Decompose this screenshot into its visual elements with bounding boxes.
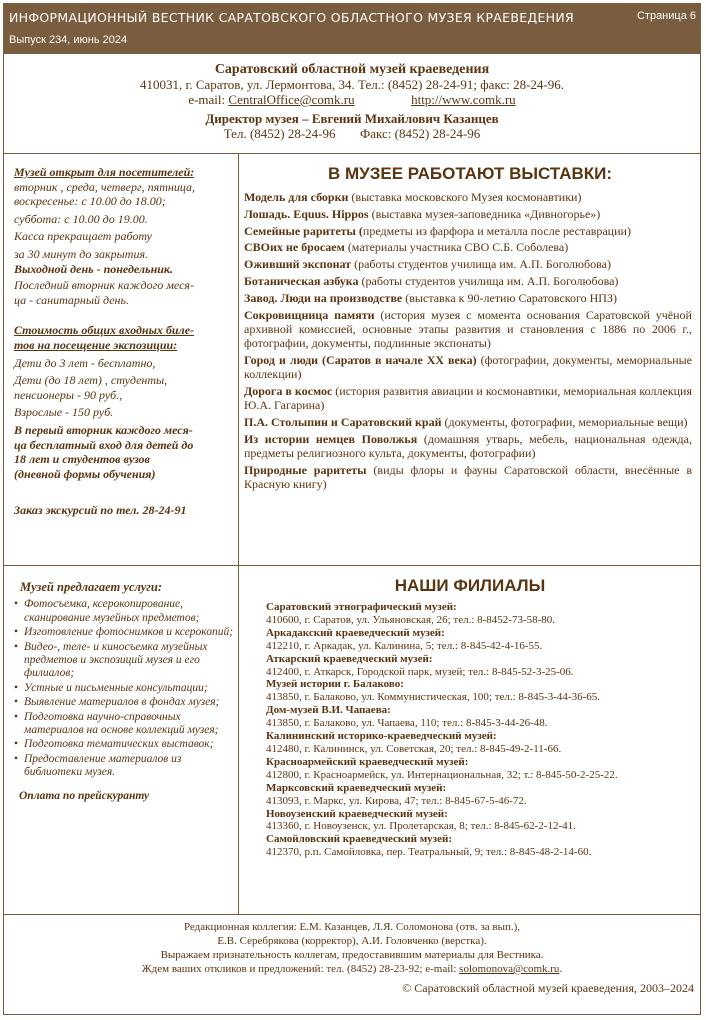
director-name: Директор музея – Евгений Михайлович Казанцев xyxy=(205,111,499,126)
exhibition-name: Природные раритеты xyxy=(244,463,367,478)
exhibition-description: (выставка к 90-летию Саратовского НПЗ) xyxy=(402,290,617,305)
tours-order: Заказ экскурсий по тел. 28-24-91 xyxy=(14,503,187,518)
hours-line: Касса прекращает работу xyxy=(14,229,153,244)
acknowledgement: Выражаем признательность коллегам, предоставившим материалы для Вестника. xyxy=(160,949,544,961)
hours-line: за 30 минут до закрытия. xyxy=(14,246,149,261)
exhibition-name: Семейные раритеты ( xyxy=(244,223,363,238)
exhibition-item xyxy=(244,190,692,204)
exhibition-item xyxy=(244,257,692,271)
feedback-suffix: . xyxy=(559,963,563,975)
day-off: Выходной день - понедельник. xyxy=(14,261,173,276)
exhibition-item xyxy=(244,432,692,461)
service-item: • Видео-, теле- и киносъемка музейных предметов и экспозиций музея и его филиалов; xyxy=(14,641,236,681)
exhibition-name: П.А. Столыпин и Саратовский край xyxy=(244,415,442,430)
services-block xyxy=(14,581,236,803)
copyright: © Саратовский областной музей краеведения, 2003–2024 xyxy=(402,981,694,995)
branch-address: 412400, г. Аткарск, Городской парк, музей; тел.: 8-845-52-3-25-06. xyxy=(266,665,574,678)
branch-address: 412480, г. Калининск, ул. Советская, 20; тел.: 8-845-49-2-11-66. xyxy=(266,742,562,755)
branch-name: Аркадакский краеведческий музей: xyxy=(266,626,445,639)
branches-list xyxy=(266,601,696,859)
page-footer xyxy=(4,920,700,976)
exhibition-name: Модель для сборки xyxy=(244,190,349,204)
hours-heading: Музей открыт для посетителей: xyxy=(14,165,195,179)
exhibition-description: (виды флоры и фауны Саратовской области, внесённые в Красную книгу) xyxy=(244,463,692,492)
hours-line: вторник , среда, четверг, пятница, xyxy=(14,179,195,194)
column-divider-upper xyxy=(238,153,239,565)
exhibition-item xyxy=(244,353,692,382)
exhibition-item xyxy=(244,415,692,429)
director-fax: Факс: (8452) 28-24-96 xyxy=(360,126,481,141)
exhibition-description: (работы студентов училища им. А.П. Боголюбова) xyxy=(351,257,611,272)
branch-name: Новоузенский краеведческий музей: xyxy=(266,807,448,820)
payment-note: Оплата по прейскуранту xyxy=(19,789,150,802)
email-link[interactable]: CentralOffice@comk.ru xyxy=(228,92,355,107)
feedback-text: Ждем ваших откликов и предложений: тел. (8452) 28-23-92; e-mail: xyxy=(141,963,460,975)
branch-address: 410600, г. Саратов, ул. Ульяновская, 26; тел.: 8-8452-73-58-80. xyxy=(266,613,556,626)
branch-address: 413850, г. Балаково, ул. Коммунистическая, 100; тел.: 8-845-3-44-36-65. xyxy=(266,691,600,704)
service-item: • Выявление материалов в фондах музея; xyxy=(14,696,236,709)
exhibition-description: (выставка московского Музея космонавтики) xyxy=(348,190,582,204)
services-title: Музей предлагает услуги: xyxy=(20,580,163,594)
branch-name: Калининский историко-краеведческий музей: xyxy=(266,730,497,743)
contact-links xyxy=(4,92,700,107)
exhibition-description: (история музея с момента основания Саратовской учёной архивной комиссией, основные этапы развития и становления с 1886 по 2006 г., фотографии, документы, подлинные экспонаты) xyxy=(244,307,692,351)
exhibition-name: Город и люди (Саратов в начале XX века) xyxy=(244,352,477,367)
exhibition-description: (выставка музея-заповедника «Дивногорье») xyxy=(368,206,601,221)
branch-address: 413360, г. Новоузенск, ул. Пролетарская, 8; тел.: 8-845-62-2-12-41. xyxy=(266,820,576,833)
exhibition-item xyxy=(244,240,692,254)
exhibition-name: Завод. Люди на производстве xyxy=(244,290,403,305)
email-label: e-mail: xyxy=(188,92,226,107)
service-item: • Подготовка научно-справочных материалов на основе коллекций музея; xyxy=(14,711,236,738)
service-item: • Подготовка тематических выставок; xyxy=(14,738,236,751)
bulletin-title: ИНФОРМАЦИОННЫЙ ВЕСТНИК САРАТОВСКОГО ОБЛАСТНОГО МУЗЕЯ КРАЕВЕДЕНИЯ xyxy=(9,10,575,25)
feedback-email-link[interactable]: solomonova@comk.ru xyxy=(459,963,560,975)
price-item: пенсионеры - 90 руб., xyxy=(14,387,123,402)
service-item: • Предоставление материалов из библиотеки музея. xyxy=(14,753,236,780)
page-number: Страница 6 xyxy=(636,10,696,22)
branches-title: НАШИ ФИЛИАЛЫ xyxy=(394,576,546,595)
branch-name: Самойловский краеведческий музей: xyxy=(266,833,452,846)
free-entry: В первый вторник каждого меся- xyxy=(14,422,193,437)
exhibition-item xyxy=(244,291,692,305)
exhibition-description: предметы из фарфора и металла после реставрации) xyxy=(362,223,631,238)
museum-name: Саратовский областной музей краеведения xyxy=(214,62,490,77)
exhibition-name: Дорога в космос xyxy=(244,384,333,399)
exhibition-description: (история развития авиации и космонавтики, мемориальная коллекция Ю.А. Гагарина) xyxy=(244,384,692,413)
exhibition-item xyxy=(244,274,692,288)
exhibitions-list xyxy=(244,190,692,494)
exhibition-name: СВОих не бросаем xyxy=(244,240,345,255)
hours-line: воскресенье: с 10.00 до 18.00; xyxy=(14,194,166,209)
exhibition-description: (домашняя утварь, мебель, национальная одежда, предметы религиозного культа, документы, фотографии) xyxy=(244,431,692,461)
exhibition-description: (работы студентов училища им. А.П. Боголюбова) xyxy=(358,273,619,288)
exhibition-description: (материалы участника СВО С.Б. Соболева) xyxy=(344,240,569,255)
sanitary-day: Последний вторник каждого меся- xyxy=(14,278,194,293)
museum-address: 410031, г. Саратов, ул. Лермонтова, 34. Тел.: (8452) 28-24-91; факс: 28-24-96. xyxy=(139,77,564,92)
director-contacts xyxy=(4,126,700,141)
editorial-board: Е.В. Серебрякова (корректор), А.И. Головченко (верстка). xyxy=(217,935,487,947)
branch-name: Аткарский краеведческий музей: xyxy=(266,652,433,665)
price-item: Взрослые - 150 руб. xyxy=(14,405,114,420)
branch-name: Красноармейский краеведческий музей: xyxy=(266,755,469,768)
branch-address: 412210, г. Аркадак, ул. Калинина, 5; тел.: 8-845-42-4-16-55. xyxy=(266,639,543,652)
exhibition-item xyxy=(244,207,692,221)
contacts-block xyxy=(4,62,700,141)
prices-heading: Стоимость общих входных биле- xyxy=(14,323,195,338)
divider-middle xyxy=(3,565,701,566)
exhibitions-title: В МУЗЕЕ РАБОТАЮТ ВЫСТАВКИ: xyxy=(327,164,613,183)
services-list xyxy=(14,598,236,779)
prices-heading: тов на посещение экспозиции: xyxy=(14,337,178,352)
branch-name: Музей истории г. Балаково: xyxy=(266,678,404,691)
branch-address: 412800, г. Красноармейск, ул. Интернациональная, 32; т.: 8-845-50-2-25-22. xyxy=(266,768,618,781)
exhibition-item xyxy=(244,384,692,413)
exhibition-name: Оживший экспонат xyxy=(244,257,352,272)
branch-address: 413093, г. Маркс, ул. Кирова, 47; тел.: 8-845-67-5-46-72. xyxy=(266,794,527,807)
exhibition-name: Из истории немцев Поволжья xyxy=(244,431,418,446)
page-header xyxy=(3,3,701,54)
free-entry: ца бесплатный вход для детей до xyxy=(14,437,194,452)
service-item: • Изготовление фотоснимков и ксерокопий; xyxy=(14,626,236,639)
exhibition-name: Лошадь. Equus. Hippos xyxy=(244,206,369,221)
editorial-board: Редакционная коллегия: Е.М. Казанцев, Л.Я. Соломонова (отв. за вып.), xyxy=(183,921,521,933)
exhibition-name: Сокровищница памяти xyxy=(244,307,375,322)
free-entry: (дневной формы обучения) xyxy=(14,466,156,481)
exhibition-item xyxy=(244,224,692,238)
exhibition-description: (фотографии, документы, мемориальные коллекции) xyxy=(244,352,693,382)
branch-name: Саратовский этнографический музей: xyxy=(266,601,457,613)
hours-line: суббота: с 10.00 до 19.00. xyxy=(14,211,148,226)
branch-address: 412370, р.п. Самойловка, пер. Театральный, 9; тел.: 8-845-48-2-14-60. xyxy=(266,846,592,859)
website-link[interactable]: http://www.comk.ru xyxy=(411,92,516,107)
director-phone: Тел. (8452) 28-24-96 xyxy=(223,126,336,141)
exhibition-name: Ботаническая азбука xyxy=(244,273,359,288)
issue-number: Выпуск 234, июнь 2024 xyxy=(9,34,128,46)
column-divider-lower xyxy=(238,565,239,915)
exhibition-item xyxy=(244,463,692,492)
exhibition-description: (документы, фотографии, мемориальные вещи) xyxy=(441,415,688,430)
sanitary-day: ца - санитарный день. xyxy=(14,292,129,307)
branch-address: 413850, г. Балаково, ул. Чапаева, 110; тел.: 8-845-3-44-26-48. xyxy=(266,717,548,730)
feedback-line xyxy=(4,962,700,976)
branch-name: Дом-музей В.И. Чапаева: xyxy=(266,704,391,717)
divider-top xyxy=(3,153,701,154)
price-item: Дети до 3 лет - бесплатно, xyxy=(14,355,156,370)
branch-name: Марксовский краеведческий музей: xyxy=(266,781,447,794)
price-item: Дети (до 18 лет) , студенты, xyxy=(14,373,168,388)
visitor-info xyxy=(14,165,236,518)
exhibition-item xyxy=(244,308,692,351)
free-entry: 18 лет и студентов вузов xyxy=(14,452,150,467)
divider-bottom xyxy=(3,914,701,915)
service-item: • Устные и письменные консультации; xyxy=(14,682,236,695)
service-item: • Фотосъемка, ксерокопирование, сканирование музейных предметов; xyxy=(14,598,236,625)
